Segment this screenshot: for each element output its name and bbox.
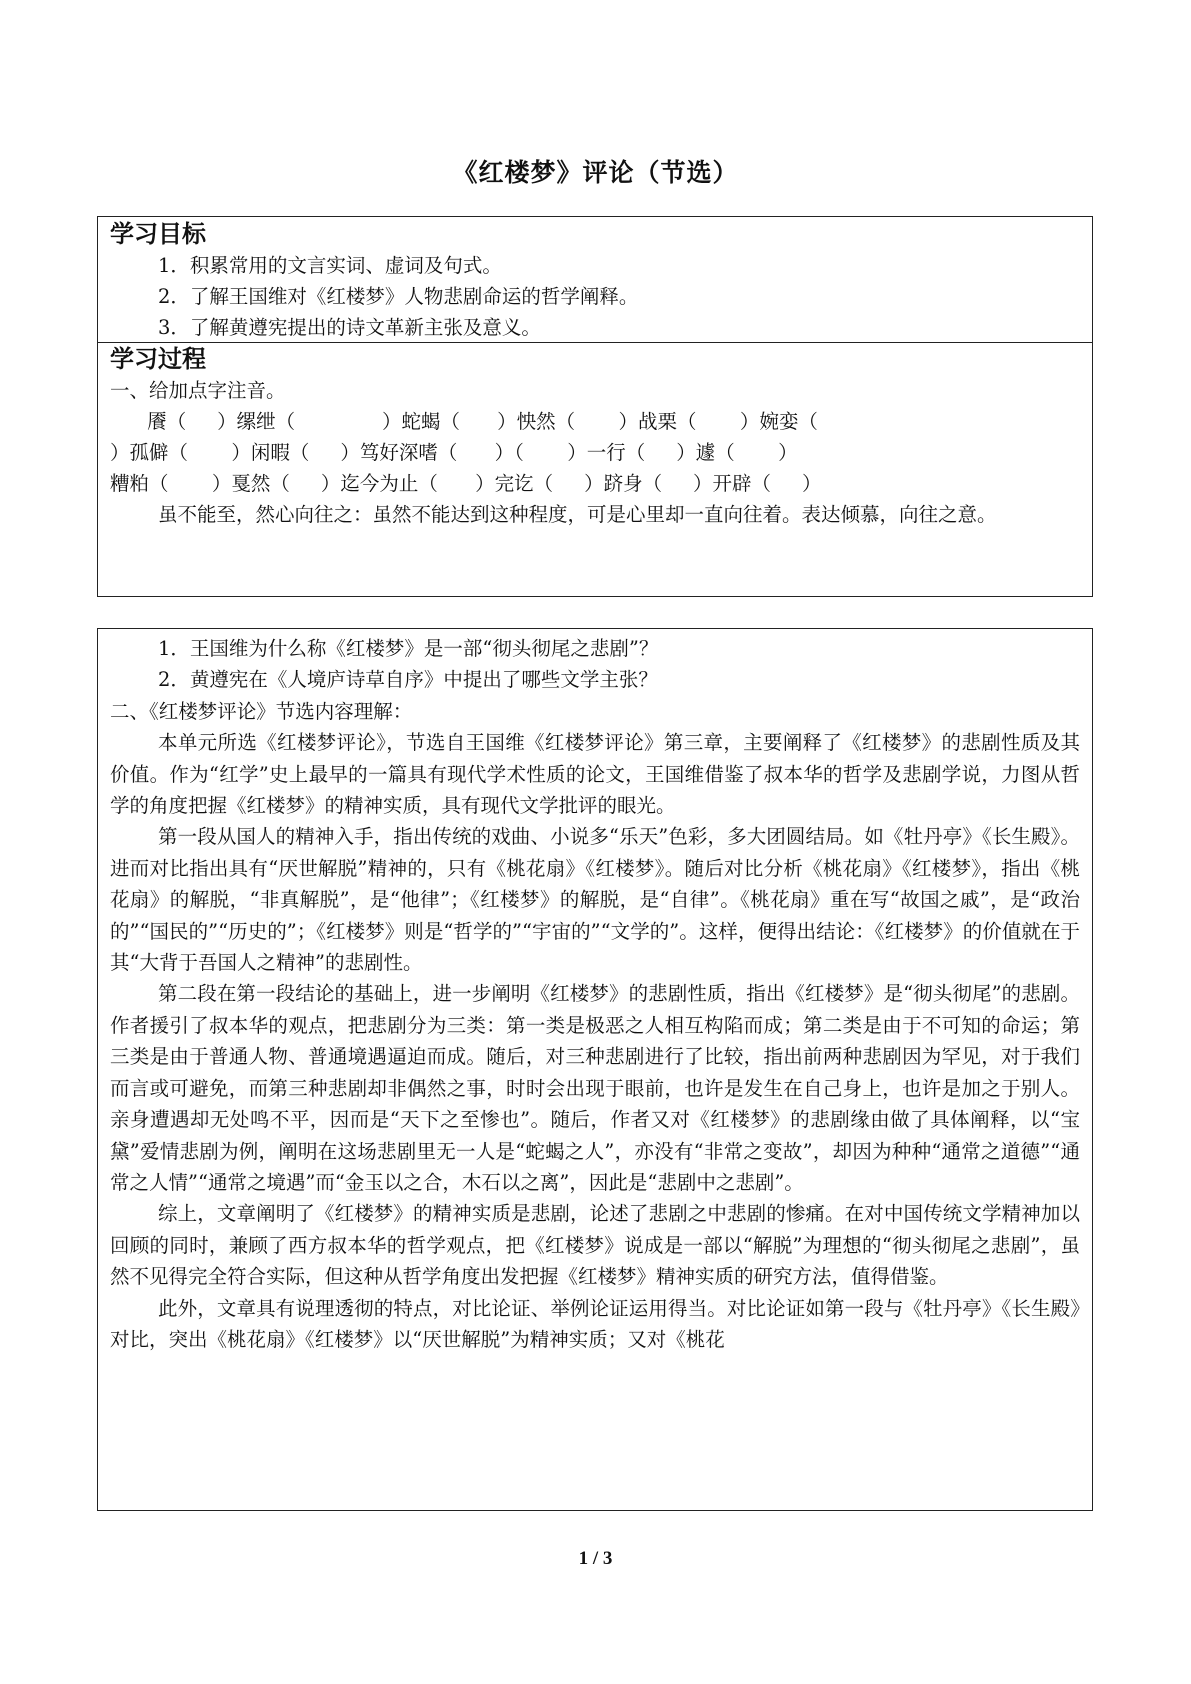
- goals-heading: 学习目标: [110, 220, 206, 248]
- pinyin-row: 糟粕（ ）戛然（ ）迄今为止（ ）完讫（ ）跻身（ ）开辟（ ）: [110, 472, 822, 495]
- analysis-paragraph: 第二段在第一段结论的基础上，进一步阐明《红楼梦》的悲剧性质，指出《红楼梦》是“彻头彻尾”的悲剧。作者援引了叔本华的观点，把悲剧分为三类：第一类是极恶之人相互构陷而成；第二类是由于不可知的命运；第三类是由于普通人物、普通境遇逼迫而成。随后，对三种悲剧进行了比较，指出前两种悲剧因为罕见，对于我们而言或可避免，而第三种悲剧却非偶然之事，时时会出现于眼前，也许是发生在自己身上，也许是加之于别人。亲身遭遇却无处鸣不平，因而是“天下之至惨也”。随后，作者又对《红楼梦》的悲剧缘由做了具体阐释，以“宝黛”爱情悲剧为例，阐明在这场悲剧里无一人是“蛇蝎之人”，亦没有“非常之变故”，却因为种种“通常之道德”“通常之人情”“通常之境遇”而“金玉以之合，木石以之离”，因此是“悲剧中之悲剧”。: [110, 982, 1080, 1194]
- analysis-paragraph: 综上，文章阐明了《红楼梦》的精神实质是悲剧，论述了悲剧之中悲剧的惨痛。在对中国传统文学精神加以回顾的同时，兼顾了西方叔本华的哲学观点，把《红楼梦》说成是一部以“解脱”为理想的“彻头彻尾之悲剧”，虽然不见得完全符合实际，但这种从哲学角度出发把握《红楼梦》精神实质的研究方法，值得借鉴。: [110, 1202, 1080, 1289]
- analysis-paragraph: 第一段从国人的精神入手，指出传统的戏曲、小说多“乐天”色彩，多大团圆结局。如《牡丹亭》《长生殿》。进而对比指出具有“厌世解脱”精神的，只有《桃花扇》《红楼梦》。随后对比分析《桃花扇》《红楼梦》，指出《桃花扇》的解脱，“非真解脱”，是“他律”；《红楼梦》的解脱，是“自律”。《桃花扇》重在写“故国之戚”，是“政治的”“国民的”“历史的”；《红楼梦》则是“哲学的”“宇宙的”“文学的”。这样，便得出结论：《红楼梦》的价值就在于其“大背于吾国人之精神”的悲剧性。: [110, 825, 1080, 975]
- idiom-note: 虽不能至，然心向往之：虽然不能达到这种程度，可是心里却一直向往着。表达倾慕，向往之意。: [158, 503, 997, 526]
- part2-title: 二、《红楼梦评论》节选内容理解：: [110, 699, 413, 723]
- analysis-paragraph: 此外，文章具有说理透彻的特点，对比论证、举例论证运用得当。对比论证如第一段与《牡丹亭》《长生殿》对比，突出《桃花扇》《红楼梦》以“厌世解脱”为精神实质；又对《桃花: [110, 1296, 1080, 1351]
- pinyin-row: ）孤僻（ ）闲暇（ ）笃好深嗜（ ）（ ）一行（ ）遽（ ）: [110, 441, 798, 464]
- analysis-paragraph: 本单元所选《红楼梦评论》，节选自王国维《红楼梦评论》第三章，主要阐释了《红楼梦》的悲剧性质及其价值。作为“红学”史上最早的一篇具有现代学术性质的论文，王国维借鉴了叔本华的哲学及悲剧学说，力图从哲学的角度把握《红楼梦》的精神实质，具有现代文学批评的眼光。: [110, 731, 1080, 818]
- process-section: [98, 343, 1092, 530]
- question-item: 2．黄遵宪在《人境庐诗草自序》中提出了哪些文学主张？: [158, 668, 658, 692]
- question-item: 1．王国维为什么称《红楼梦》是一部“彻头彻尾之悲剧”？: [158, 637, 659, 660]
- page-number: 1 / 3: [578, 1548, 613, 1569]
- study-table-top: [97, 216, 1093, 597]
- process-heading: 学习过程: [110, 345, 206, 373]
- pinyin-row: 餍（ ）缧绁（ ）蛇蝎（ ）怏然（ ）战栗（ ）婉娈（: [110, 410, 818, 433]
- page-title: 《红楼梦》评论（节选）: [452, 158, 739, 187]
- part1-title: 一、给加点字注音。: [110, 379, 286, 402]
- study-table-bottom: [97, 628, 1093, 1511]
- goals-section: [98, 217, 1092, 343]
- goal-item: 3．了解黄遵宪提出的诗文革新主张及意义。: [158, 316, 541, 339]
- goal-item: 2．了解王国维对《红楼梦》人物悲剧命运的哲学阐释。: [158, 285, 639, 308]
- goal-item: 1．积累常用的文言实词、虚词及句式。: [158, 254, 502, 277]
